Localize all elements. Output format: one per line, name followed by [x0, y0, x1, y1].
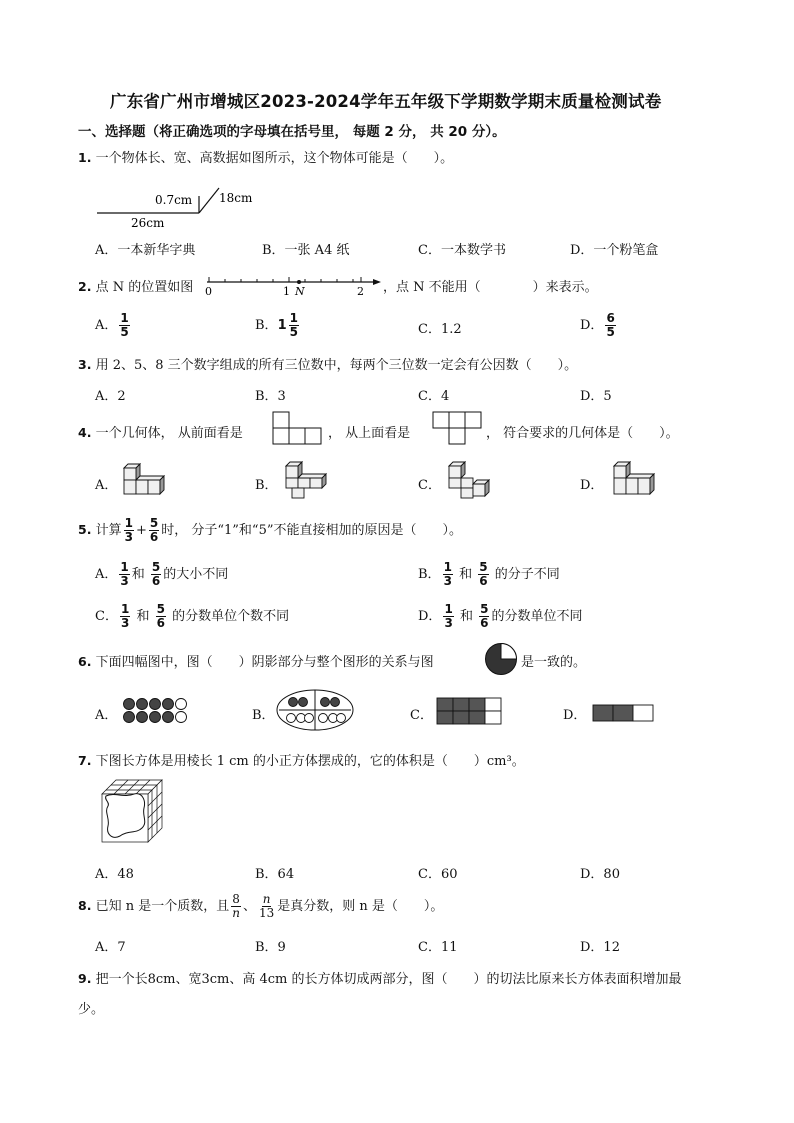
option-a[interactable]: A． — [95, 708, 118, 723]
height-label: 18cm — [219, 191, 253, 205]
question-number: 7. — [78, 753, 92, 768]
option-label: B． — [255, 318, 278, 333]
option-d[interactable]: D．一个粉笔盒 — [570, 243, 659, 258]
question-number: 6. — [78, 654, 92, 669]
solid-figure-a — [120, 464, 170, 498]
front-view-figure — [272, 411, 322, 445]
question-number: 5. — [78, 522, 92, 537]
length-label: 26cm — [131, 216, 165, 230]
option-d[interactable]: D．5 — [580, 389, 612, 404]
grid-figure-c — [436, 697, 506, 725]
question-5 — [78, 517, 462, 544]
question-text: 下图长方体是用棱长 1 cm 的小正方体摆成的，它的体积是（ ）cm³。 — [95, 754, 525, 769]
tick-2: 2 — [357, 285, 364, 298]
cuboid-cubes-figure — [100, 778, 166, 844]
option-a[interactable]: A．7 — [95, 940, 126, 955]
fraction: $\frac{6}{5}$ — [606, 311, 615, 339]
option-label: D． — [580, 318, 604, 333]
option-b[interactable] — [255, 312, 301, 339]
option-text: 的大小不同 — [163, 567, 229, 582]
question-text-pre: 已知 n 是一个质数，且 — [95, 899, 230, 914]
circles-figure-a — [122, 697, 192, 725]
fraction: $\frac{5}{6}$ — [156, 602, 165, 630]
option-connector: 和 — [459, 609, 473, 624]
fraction: $\frac{1}{3}$ — [443, 560, 452, 588]
option-c[interactable]: C．60 — [418, 867, 458, 882]
fraction: $\frac{1}{5}$ — [120, 311, 129, 339]
separator: 、 — [242, 899, 256, 914]
fraction: $\frac{5}{6}$ — [480, 602, 489, 630]
question-4 — [78, 422, 243, 441]
fraction-n-over-13: $\frac{n}{13}$ — [258, 892, 275, 920]
question-text-3: ， 符合要求的几何体是（ ）。 — [486, 426, 679, 441]
option-a[interactable]: A．2 — [95, 389, 126, 404]
option-c[interactable] — [95, 603, 289, 630]
question-text-line1: 把一个长8cm、宽3cm、高 4cm 的长方体切成两部分，图（ ）的切法比原来长方体表面积增加最 — [95, 972, 682, 987]
solid-figure-c — [445, 462, 495, 500]
option-c[interactable]: C．1.2 — [418, 322, 462, 337]
question-1 — [78, 147, 453, 166]
section-heading: 一、选择题（将正确选项的字母填在括号里， 每题 2 分， 共 20 分）。 — [78, 124, 506, 140]
question-text: 一个物体长、宽、高数据如图所示，这个物体可能是（ ）。 — [95, 151, 454, 166]
option-b[interactable]: B．64 — [255, 867, 295, 882]
plus-sign: + — [135, 523, 147, 538]
option-a[interactable] — [95, 561, 228, 588]
option-c[interactable]: C．11 — [418, 940, 458, 955]
option-label: C． — [95, 609, 118, 624]
option-d[interactable]: D．12 — [580, 940, 620, 955]
question-text-pre: 点 N 的位置如图 — [95, 280, 194, 295]
question-3 — [78, 354, 577, 373]
option-c[interactable]: C．一本数学书 — [418, 243, 506, 258]
width-label: 0.7cm — [155, 193, 193, 207]
fraction: $\frac{1}{3}$ — [444, 602, 453, 630]
question-text: 用 2、5、8 三个数字组成的所有三位数中，每两个三位数一定会有公因数（ ）。 — [95, 358, 578, 373]
question-text-2: ， 从上面看是 — [328, 426, 411, 441]
top-view-figure — [432, 411, 482, 445]
question-number: 3. — [78, 357, 92, 372]
fraction: $\frac{5}{6}$ — [151, 560, 161, 588]
question-number: 4. — [78, 425, 92, 440]
option-label: D． — [418, 609, 442, 624]
fraction: $\frac{1}{5}$ — [289, 311, 298, 339]
point-n-label: N — [295, 285, 305, 298]
option-b[interactable]: B．一张 A4 纸 — [262, 243, 350, 258]
question-text-pre: 计算 — [95, 523, 122, 538]
question-number: 8. — [78, 898, 92, 913]
option-b[interactable] — [418, 561, 560, 588]
cuboid-dimension-figure — [95, 186, 255, 231]
solid-figure-d — [610, 462, 660, 498]
whole-number: 1 — [277, 318, 287, 333]
question-6 — [78, 651, 434, 670]
fraction-8-over-n: $\frac{8}{n}$ — [232, 892, 240, 920]
option-d[interactable] — [418, 603, 582, 630]
option-connector: 和 — [136, 609, 150, 624]
option-text: 的分数单位不同 — [491, 609, 583, 624]
fraction-5-6: $\frac{5}{6}$ — [149, 516, 159, 544]
option-c[interactable]: C． — [410, 708, 433, 723]
option-b[interactable]: B．3 — [255, 389, 286, 404]
option-label: A． — [95, 567, 118, 582]
option-text: 的分子不同 — [494, 567, 560, 582]
option-a[interactable]: A．48 — [95, 867, 134, 882]
tick-0: 0 — [205, 285, 212, 298]
question-7 — [78, 750, 525, 769]
question-text-post: ，点 N 不能用（ ）来表示。 — [383, 280, 598, 295]
option-connector: 和 — [459, 567, 473, 582]
fraction-1-3: $\frac{1}{3}$ — [124, 516, 133, 544]
option-c[interactable]: C．4 — [418, 389, 450, 404]
option-c[interactable]: C． — [418, 478, 441, 493]
question-text-post: 时， 分子“1”和“5”不能直接相加的原因是（ ）。 — [161, 523, 462, 538]
question-number: 1. — [78, 150, 92, 165]
option-label: B． — [418, 567, 441, 582]
question-number: 9. — [78, 971, 92, 986]
fraction: $\frac{1}{3}$ — [120, 602, 130, 630]
question-8 — [78, 893, 443, 920]
option-label: A． — [95, 318, 118, 333]
option-text: 的分数单位个数不同 — [172, 609, 290, 624]
option-b[interactable]: B． — [252, 708, 275, 723]
page-title: 广东省广州市增城区2023-2024学年五年级下学期数学期末质量检测试卷 — [110, 92, 662, 111]
number-line-figure — [203, 275, 383, 299]
option-b[interactable]: B． — [255, 478, 278, 493]
fraction: $\frac{5}{6}$ — [479, 560, 488, 588]
tick-1: 1 — [283, 285, 290, 298]
question-text-pre: 下面四幅图中，图（ ）阴影部分与整个图形的关系与图 — [95, 655, 434, 670]
option-a[interactable] — [95, 312, 132, 339]
bar-figure-d — [592, 704, 656, 724]
option-d[interactable]: D．80 — [580, 867, 620, 882]
fraction: $\frac{1}{3}$ — [120, 560, 129, 588]
pie-reference-figure — [484, 642, 518, 676]
question-2 — [78, 276, 193, 295]
option-d[interactable]: D． — [580, 478, 604, 493]
solid-figure-b — [282, 462, 332, 500]
option-a[interactable]: A． — [95, 478, 118, 493]
option-connector: 和 — [131, 567, 145, 582]
option-a[interactable]: A．一本新华字典 — [95, 243, 196, 258]
option-d[interactable] — [580, 312, 618, 339]
question-number: 2. — [78, 279, 92, 294]
question-text-post: 是一致的。 — [521, 655, 587, 670]
question-text-1: 一个几何体， 从前面看是 — [95, 426, 243, 441]
ellipse-figure-b — [275, 688, 355, 732]
question-9 — [78, 968, 682, 987]
option-b[interactable]: B．9 — [255, 940, 286, 955]
option-d[interactable]: D． — [563, 708, 587, 723]
question-text-line2: 少。 — [78, 1002, 105, 1017]
question-text-post: 是真分数，则 n 是（ ）。 — [277, 899, 444, 914]
